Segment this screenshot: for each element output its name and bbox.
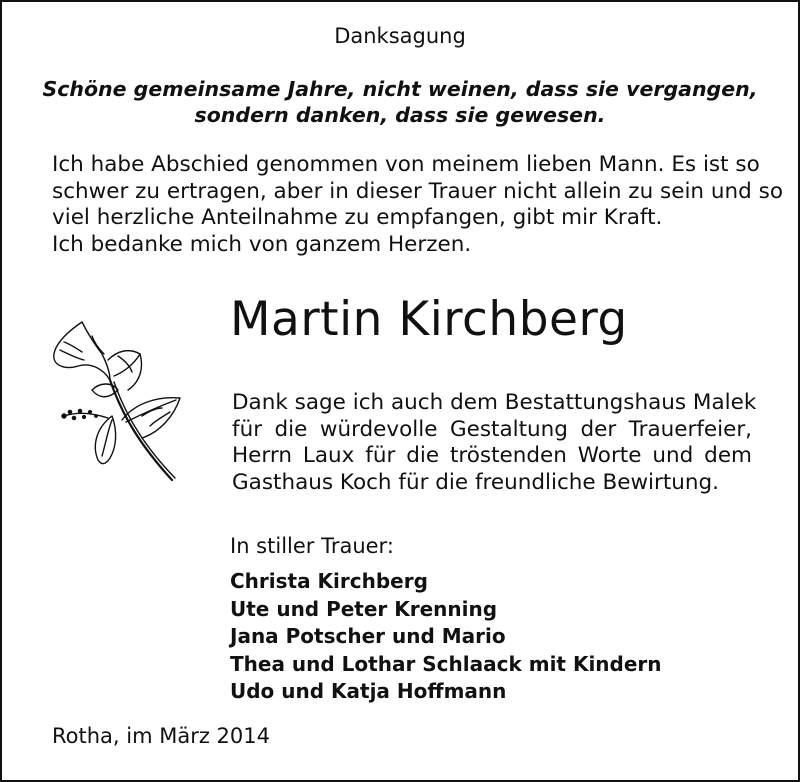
mourner-name: Thea und Lothar Schlaack mit Kindern [230, 651, 662, 676]
mourning-label: In stiller Trauer: [230, 534, 394, 558]
mourner-name: Jana Potscher und Mario [230, 624, 506, 648]
intro-line: schwer zu ertragen, aber in dieser Trauer nicht allein zu sein und so [52, 178, 783, 204]
thanks-text [232, 390, 757, 496]
thanks-line: Herrn Laux für die tröstenden Worte und dem [232, 443, 752, 468]
intro-line: Ich bedanke mich von ganzem Herzen. [52, 231, 472, 257]
mourner-name: Ute und Peter Krenning [230, 596, 498, 621]
thanks-line: Gasthaus Koch für die freundliche Bewirtung. [232, 469, 720, 495]
motto-line: sondern danken, dass sie gewesen. [194, 103, 606, 127]
deceased-name: Martin Kirchberg [230, 292, 628, 347]
intro-line: Ich habe Abschied genommen von meinem lieben Mann. Es ist so [52, 152, 760, 177]
notice-heading: Danksagung [334, 24, 466, 48]
mourner-name: Udo und Katja Hoffmann [230, 679, 507, 703]
motto-line: Schöne gemeinsame Jahre, nicht weinen, dass sie vergangen, [42, 77, 758, 101]
mourners-list [230, 568, 662, 706]
mourner-name: Christa Kirchberg [230, 569, 428, 593]
intro-line: viel herzliche Anteilnahme zu empfangen, gibt mir Kraft. [52, 205, 663, 230]
motto-quote [2, 76, 798, 128]
calla-lily-icon [52, 320, 192, 485]
thanks-line: Dank sage ich auch dem Bestattungshaus Malek [232, 390, 757, 415]
place-date: Rotha, im März 2014 [52, 724, 270, 748]
intro-text [52, 152, 783, 258]
thanks-line: für die würdevolle Gestaltung der Trauerfeier, [232, 416, 752, 442]
